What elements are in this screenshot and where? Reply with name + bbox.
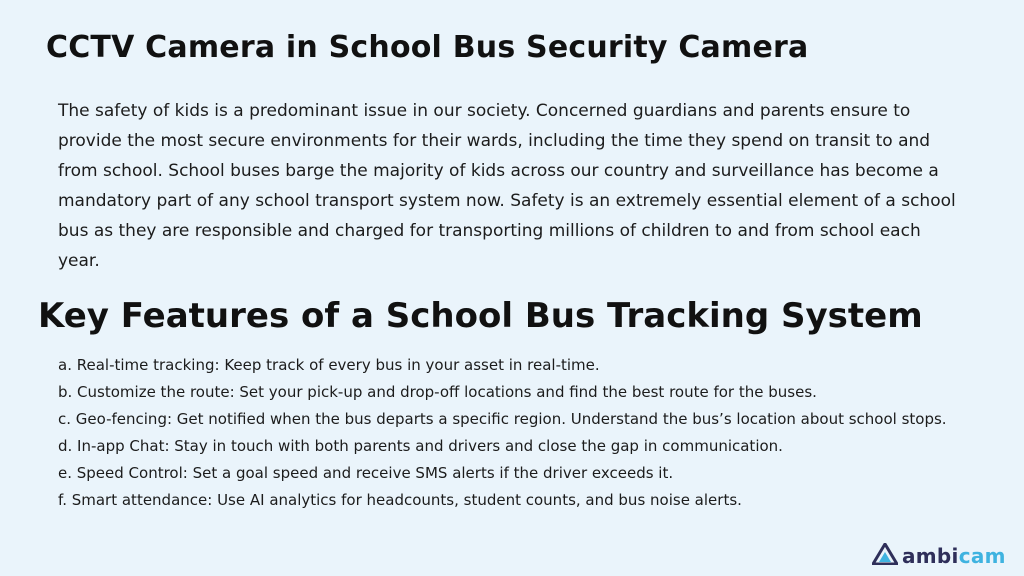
features-heading: Key Features of a School Bus Tracking System (38, 296, 923, 336)
features-list (58, 352, 983, 514)
page-title: CCTV Camera in School Bus Security Camera (46, 30, 809, 65)
list-item: c. Geo-fencing: Get notified when the bus departs a specific region. Understand the bus’s location about school stops. (58, 410, 947, 428)
list-item: e. Speed Control: Set a goal speed and receive SMS alerts if the driver exceeds it. (58, 464, 674, 482)
logo-wordmark (902, 544, 1006, 568)
list-item: a. Real-time tracking: Keep track of every bus in your asset in real-time. (58, 356, 600, 374)
list-item: d. In-app Chat: Stay in touch with both parents and drivers and close the gap in communication. (58, 437, 783, 455)
intro-paragraph: The safety of kids is a predominant issue in our society. Concerned guardians and parents ensure to provide the most secure environments for their wards, including the time they spend on transit to and from school. School buses barge the majority of kids across our country and surveillance has become a mandatory part of any school transport system now. Safety is an extremely essential element of a school bus as they are responsible and charged for transporting millions of children to and from school each year. (58, 101, 956, 271)
logo-text-part1: ambi (902, 544, 959, 568)
ambicam-logo (872, 542, 1006, 570)
list-item: b. Customize the route: Set your pick-up and drop-off locations and find the best route for the buses. (58, 383, 817, 401)
logo-text-part2: cam (958, 544, 1006, 568)
list-item: f. Smart attendance: Use AI analytics for headcounts, student counts, and bus noise alerts. (58, 491, 742, 509)
ambicam-logo-icon (872, 543, 902, 569)
